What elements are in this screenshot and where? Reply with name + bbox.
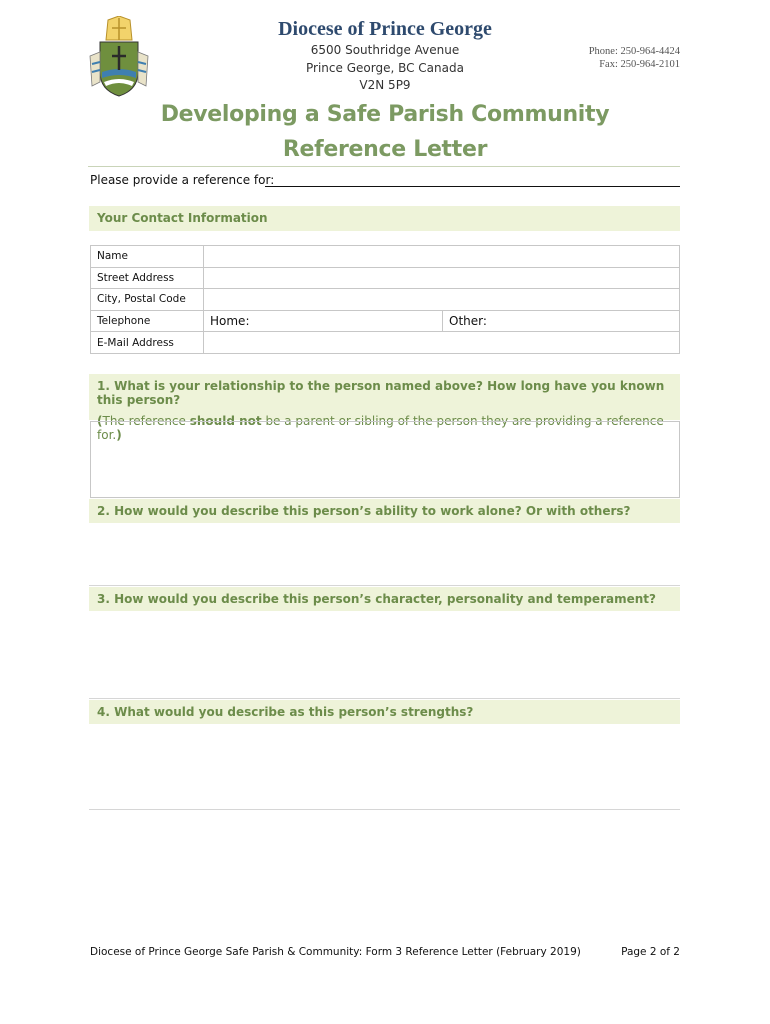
city-postal-code-field[interactable]: [204, 289, 680, 311]
phone-number: Phone: 250-964-4424: [588, 46, 680, 57]
document-subtitle: Reference Letter: [282, 137, 488, 162]
table-row: [91, 246, 680, 268]
question-3-header: [89, 587, 680, 611]
note-paren-open: (: [97, 414, 103, 428]
section-divider: [89, 585, 680, 586]
question-1-header: [89, 374, 680, 442]
address-line-3: V2N 5P9: [359, 78, 411, 92]
question-2-text: 2. How would you describe this person’s ability to work alone? Or with others?: [97, 504, 631, 518]
table-row: [91, 310, 680, 332]
reference-for-field[interactable]: [265, 186, 680, 187]
other-phone-field[interactable]: Other:: [443, 310, 680, 332]
city-postal-code-label: City, Postal Code: [91, 289, 204, 311]
name-field[interactable]: [204, 246, 680, 268]
footer-form-label: Diocese of Prince George Safe Parish & Community: Form 3 Reference Letter (February 2019): [90, 946, 581, 958]
note-text-a: The reference: [102, 414, 190, 428]
note-emphasis: should not: [189, 414, 262, 428]
address-line-1: 6500 Southridge Avenue: [310, 43, 460, 57]
email-address-field[interactable]: [204, 332, 680, 354]
contact-info-table: [90, 245, 680, 354]
document-title: Developing a Safe Parish Community: [160, 102, 610, 127]
home-phone-field[interactable]: Home:: [204, 310, 443, 332]
question-4-text: 4. What would you describe as this person’s strengths?: [97, 705, 474, 719]
page-number: Page 2 of 2: [621, 946, 680, 958]
question-3-answer-field[interactable]: [90, 612, 680, 698]
question-1-answer-field[interactable]: [90, 421, 680, 498]
table-row: [91, 267, 680, 289]
fax-number: Fax: 250-964-2101: [599, 59, 680, 70]
table-row: [91, 332, 680, 354]
street-address-field[interactable]: [204, 267, 680, 289]
section-divider: [89, 698, 680, 699]
question-4-header: [89, 700, 680, 724]
reference-for-label: Please provide a reference for:: [90, 173, 275, 187]
question-4-answer-field[interactable]: [90, 725, 680, 809]
street-address-label: Street Address: [91, 267, 204, 289]
question-1-text: 1. What is your relationship to the person named above? How long have you known this person?: [97, 379, 665, 407]
title-divider: [88, 166, 680, 167]
telephone-label: Telephone: [91, 310, 204, 332]
table-row: [91, 289, 680, 311]
contact-section-title: Your Contact Information: [97, 211, 268, 225]
name-label: Name: [91, 246, 204, 268]
organization-name: Diocese of Prince George: [278, 18, 492, 40]
address-line-2: Prince George, BC Canada: [306, 61, 464, 75]
note-text-b: be a parent or sibling of the person they are providing a reference for.: [97, 414, 664, 442]
email-address-label: E-Mail Address: [91, 332, 204, 354]
note-paren-close: ): [116, 428, 122, 442]
question-2-answer-field[interactable]: [90, 524, 680, 585]
section-divider: [89, 809, 680, 810]
question-3-text: 3. How would you describe this person’s character, personality and temperament?: [97, 592, 656, 606]
contact-section-header: [89, 206, 680, 231]
question-2-header: [89, 499, 680, 523]
